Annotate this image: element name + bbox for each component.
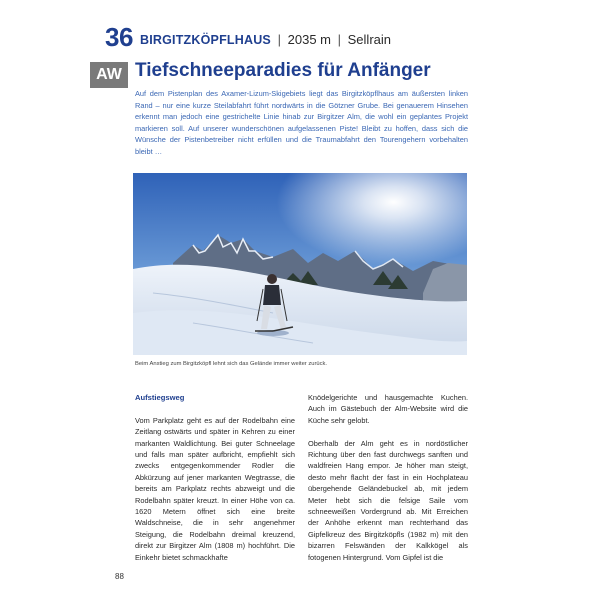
chapter-header	[140, 32, 391, 47]
page-title: Tiefschneeparadies für Anfänger	[135, 60, 431, 81]
chapter-number: 36	[105, 22, 133, 52]
body-paragraph: Oberhalb der Alm geht es in nordöstlicher Richtung über den fast durchwegs sanften und waldfreien Hang empor. Je höher man steigt, desto mehr flacht der fast in ein Hochplateau übergehende Geländebuckel ab, mit jedem Meter hebt sich die felsige Saile vom schneeweißen Vordergrund ab. Mit Erreichen der Anhöhe erkennt man rechterhand das Gipfelkreuz des Birgitzköpfls (1982 m) mit den bizarren Felswänden der Kalkkögel als fotogenen Hintergrund. Vom Gipfel ist die	[308, 438, 468, 562]
region: Sellrain	[347, 32, 391, 47]
tour-photo	[133, 173, 467, 355]
intro-paragraph: Auf dem Pistenplan des Axamer-Lizum-Skigebiets liegt das Birgitzköpflhaus am äußersten linken Rand – nur eine kurze Steilabfahrt führt nordwärts in die Götzner Grube. Bei genauerem Hinsehen erkennt man jedoch eine gestrichelte Linie hinab zur Birgitzer Alm, die wohl ein geplantes Projekt markieren soll. Auf unserer wunderschönen aufgelassenen Piste! Bleibt zu hoffen, dass sich die Wünsche der Pistenbetreiber nicht erfüllen und die Traumabfahrt den Tourengehern vorbehalten bleibt …	[135, 89, 468, 156]
header-separator: |	[337, 32, 342, 47]
section-heading: Aufstiegsweg	[135, 393, 185, 402]
altitude: 2035 m	[287, 32, 331, 47]
right-column	[308, 392, 468, 574]
body-paragraph: Knödelgerichte und hausgemachte Kuchen. Auch im Gästebuch der Alm-Website wird die Küche sehr gelobt.	[308, 393, 468, 425]
hut-name: BIRGITZKÖPFLHAUS	[140, 33, 271, 47]
difficulty-badge: AW	[90, 62, 128, 88]
header-separator: |	[277, 32, 281, 47]
body-paragraph: Vom Parkplatz geht es auf der Rodelbahn eine Zeitlang ostwärts und später in Kehren zu einer markanten Waldlichtung. Bei guter Schneelage und falls man später aufbricht, empfiehlt sich zwecks entgegenkommender Rodler die Abkürzung auf jener markanten Wegtrasse, die bereits am Parkplatz rechts abzweigt und die Rodelbahn später kreuzt. In einer Höhe von ca. 1620 Metern öffnet sich eine breite Waldschneise, die in sehr angenehmer Steigung, die Rodelbahn dreimal kreuzend, direkt zur Birgitzer Alm (1808 m) hochführt. Die Einkehr bietet schmackhafte	[135, 415, 295, 562]
photo-caption: Beim Anstieg zum Birgitzköpfl lehnt sich das Gelände immer weiter zurück.	[135, 361, 328, 367]
page-number: 88	[115, 572, 124, 581]
left-column	[135, 392, 295, 574]
